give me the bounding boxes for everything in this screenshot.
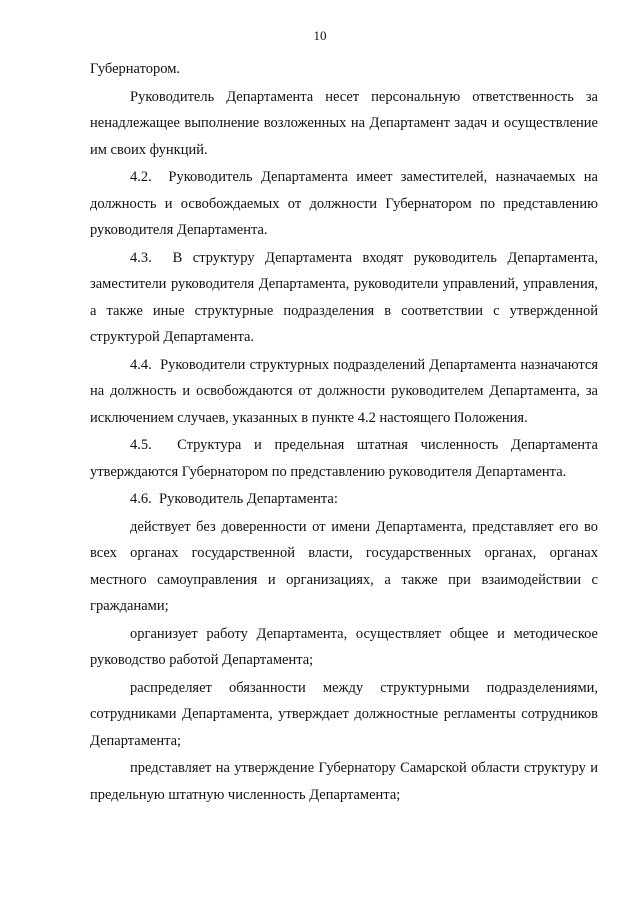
- list-item: действует без доверенности от имени Департамента, представляет его во всех органах государственной власти, государственных органах, органах местного самоуправления и организациях, а также при взаимодействии с гражданами;: [90, 518, 598, 614]
- document-body: [90, 56, 598, 809]
- paragraph-4-6: 4.6. Руководитель Департамента:: [130, 491, 338, 507]
- paragraph-4-5: 4.5. Структура и предельная штатная численность Департамента утверждаются Губернатором по представлению руководителя Департамента.: [90, 437, 598, 480]
- paragraph-4-4: 4.4. Руководители структурных подразделений Департамента назначаются на должность и освобождаются от должности руководителем Департамента, за исключением случаев, указанных в пункте 4.2 настоящего Положения.: [90, 356, 598, 426]
- paragraph-4-3: 4.3. В структуру Департамента входят руководитель Департамента, заместители руководителя Департамента, руководители управлений, управления, а также иные структурные подразделения в соответствии с утвержденной структурой Департамента.: [90, 249, 598, 345]
- paragraph-4-2: 4.2. Руководитель Департамента имеет заместителей, назначаемых на должность и освобождаемых от должности Губернатором по представлению руководителя Департамента.: [90, 169, 598, 238]
- list-item: организует работу Департамента, осуществляет общее и методическое руководство работой Департамента;: [90, 625, 598, 668]
- paragraph: Руководитель Департамента несет персональную ответственность за ненадлежащее выполнение возложенных на Департамент задач и осуществление им своих функций.: [90, 88, 598, 158]
- paragraph: Губернатором.: [90, 61, 181, 77]
- list-item: распределяет обязанности между структурными подразделениями, сотрудниками Департамента, утверждает должностные регламенты сотрудников Департамента;: [90, 679, 598, 749]
- page-number: 10: [313, 28, 327, 43]
- list-item: представляет на утверждение Губернатору Самарской области структуру и предельную штатную численность Департамента;: [90, 760, 598, 803]
